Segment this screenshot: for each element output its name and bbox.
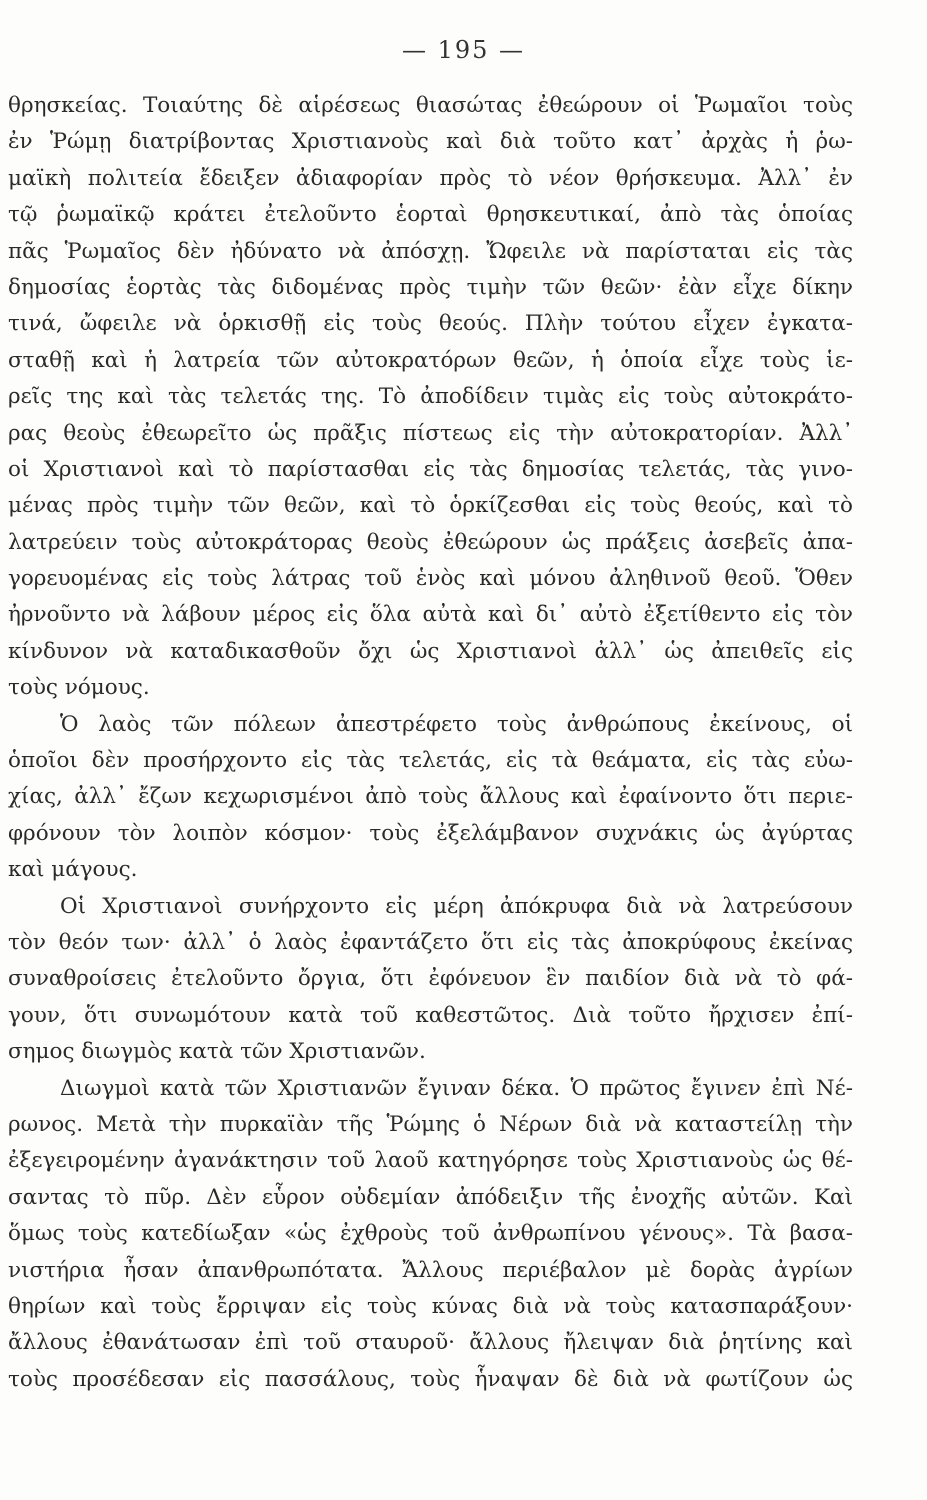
text-line: πᾶς Ῥωμαῖος δὲν ἠδύνατο νὰ ἀπόσχῃ. Ὤφειλε νὰ παρίσταται εἰς τὰς [8,238,853,264]
text-line: οἱ Χριστιανοὶ καὶ τὸ παρίστασθαι εἰς τὰς δημοσίας τελετάς, τὰς γινο- [8,456,853,482]
text-line: θρησκείας. Τοιαύτης δὲ αἱρέσεως θιασώτας ἐθεώρουν οἱ Ῥωμαῖοι τοὺς [8,93,853,118]
text-line: ὁποῖοι δὲν προσήρχοντο εἰς τὰς τελετάς, εἰς τὰ θεάματα, εἰς τὰς εὐω- [8,748,853,774]
text-line: ρας θεοὺς ἐθεωρεῖτο ὡς πρᾶξις πίστεως εἰς τὴν αὐτοκρατορίαν. Ἀλλ᾽ [8,420,853,446]
text-line: Οἱ Χριστιανοὶ συνήρχοντο εἰς μέρη ἀπόκρυφα διὰ νὰ λατρεύσουν [60,893,853,919]
text-line: καὶ μάγους. [8,857,138,883]
text-line: σταθῇ καὶ ἡ λατρεία τῶν αὐτοκρατόρων θεῶν, ἡ ὁποία εἶχε τοὺς ἱε- [8,347,853,373]
text-line: ἠρνοῦντο νὰ λάβουν μέρος εἰς ὅλα αὐτὰ καὶ δι᾽ αὐτὸ ἐξετίθεντο εἰς τὸν [8,602,853,628]
text-line: μένας πρὸς τιμὴν τῶν θεῶν, καὶ τὸ ὁρκίζεσθαι εἰς τοὺς θεούς, καὶ τὸ [8,493,853,519]
text-line: τινά, ὤφειλε νὰ ὁρκισθῇ εἰς τοὺς θεούς. Πλὴν τούτου εἶχεν ἐγκατα- [8,311,853,337]
text-line: θηρίων καὶ τοὺς ἔρριψαν εἰς τοὺς κύνας διὰ νὰ τοὺς κατασπαράξουν· [8,1293,853,1319]
text-line: δημοσίας ἑορτὰς τὰς διδομένας πρὸς τιμὴν τῶν θεῶν· ἐὰν εἶχε δίκην [8,274,853,300]
page-number: — 195 — [401,36,526,64]
text-line: ἐν Ῥώμῃ διατρίβοντας Χριστιανοὺς καὶ διὰ τοῦτο κατ᾽ ἀρχὰς ἡ ῥω- [8,129,853,155]
body-text [8,88,853,1398]
text-line: Ὁ λαὸς τῶν πόλεων ἀπεστρέφετο τοὺς ἀνθρώπους ἐκείνους, οἱ [60,711,853,737]
text-line: γουν, ὅτι συνωμότουν κατὰ τοῦ καθεστῶτος. Διὰ τοῦτο ἤρχισεν ἐπί- [8,1002,853,1028]
text-line: κίνδυνον νὰ καταδικασθοῦν ὄχι ὡς Χριστιανοὶ ἀλλ᾽ ὡς ἀπειθεῖς εἰς [8,638,853,664]
text-line: ἐξεγειρομένην ἀγανάκτησιν τοῦ λαοῦ κατηγόρησε τοὺς Χριστιανοὺς ὡς θέ- [8,1148,853,1174]
text-line: Διωγμοὶ κατὰ τῶν Χριστιανῶν ἔγιναν δέκα. Ὁ πρῶτος ἔγινεν ἐπὶ Νέ- [60,1075,853,1101]
text-line: τὸν θεόν των· ἀλλ᾽ ὁ λαὸς ἐφαντάζετο ὅτι εἰς τὰς ἀποκρύφους ἐκείνας [8,929,853,955]
text-line: σημος διωγμὸς κατὰ τῶν Χριστιανῶν. [8,1039,426,1065]
text-line: τοὺς προσέδεσαν εἰς πασσάλους, τοὺς ἧναψαν δὲ διὰ νὰ φωτίζουν ὡς [8,1366,853,1392]
text-line: ἄλλους ἐθανάτωσαν ἐπὶ τοῦ σταυροῦ· ἄλλους ἤλειψαν διὰ ῥητίνης καὶ [8,1330,853,1356]
text-line: σαντας τὸ πῦρ. Δὲν εὗρον οὐδεμίαν ἀπόδειξιν τῆς ἐνοχῆς αὐτῶν. Καὶ [8,1184,853,1210]
text-line: μαϊκὴ πολιτεία ἔδειξεν ἀδιαφορίαν πρὸς τὸ νέον θρήσκευμα. Ἀλλ᾽ ἐν [8,165,853,191]
text-line: ρωνος. Μετὰ τὴν πυρκαϊὰν τῆς Ῥώμης ὁ Νέρων διὰ νὰ καταστείλῃ τὴν [8,1111,853,1137]
text-line: νιστήρια ἦσαν ἀπανθρωπότατα. Ἄλλους περιέβαλον μὲ δορὰς ἀγρίων [8,1257,853,1283]
text-line: γορευομένας εἰς τοὺς λάτρας τοῦ ἑνὸς καὶ μόνου ἀληθινοῦ θεοῦ. Ὅθεν [8,566,853,592]
text-line: φρόνουν τὸν λοιπὸν κόσμον· τοὺς ἐξελάμβανον συχνάκις ὡς ἀγύρτας [8,820,853,846]
text-line: τῷ ῥωμαϊκῷ κράτει ἐτελοῦντο ἑορταὶ θρησκευτικαί, ἀπὸ τὰς ὁποίας [8,202,853,228]
text-line: συναθροίσεις ἐτελοῦντο ὄργια, ὅτι ἐφόνευον ἓν παιδίον διὰ νὰ τὸ φά- [8,966,853,992]
text-line: χίας, ἀλλ᾽ ἔζων κεχωρισμένοι ἀπὸ τοὺς ἄλλους καὶ ἐφαίνοντο ὅτι περιε- [8,784,853,810]
text-line: λατρεύειν τοὺς αὐτοκράτορας θεοὺς ἐθεώρουν ὡς πράξεις ἀσεβεῖς ἀπα- [8,529,853,555]
text-line: τοὺς νόμους. [8,675,150,701]
text-line: ὅμως τοὺς κατεδίωξαν «ὡς ἐχθροὺς τοῦ ἀνθρωπίνου γένους». Τὰ βασα- [8,1221,853,1247]
text-line: ρεῖς της καὶ τὰς τελετάς της. Τὸ ἀποδίδειν τιμὰς εἰς τοὺς αὐτοκράτο- [8,384,853,410]
